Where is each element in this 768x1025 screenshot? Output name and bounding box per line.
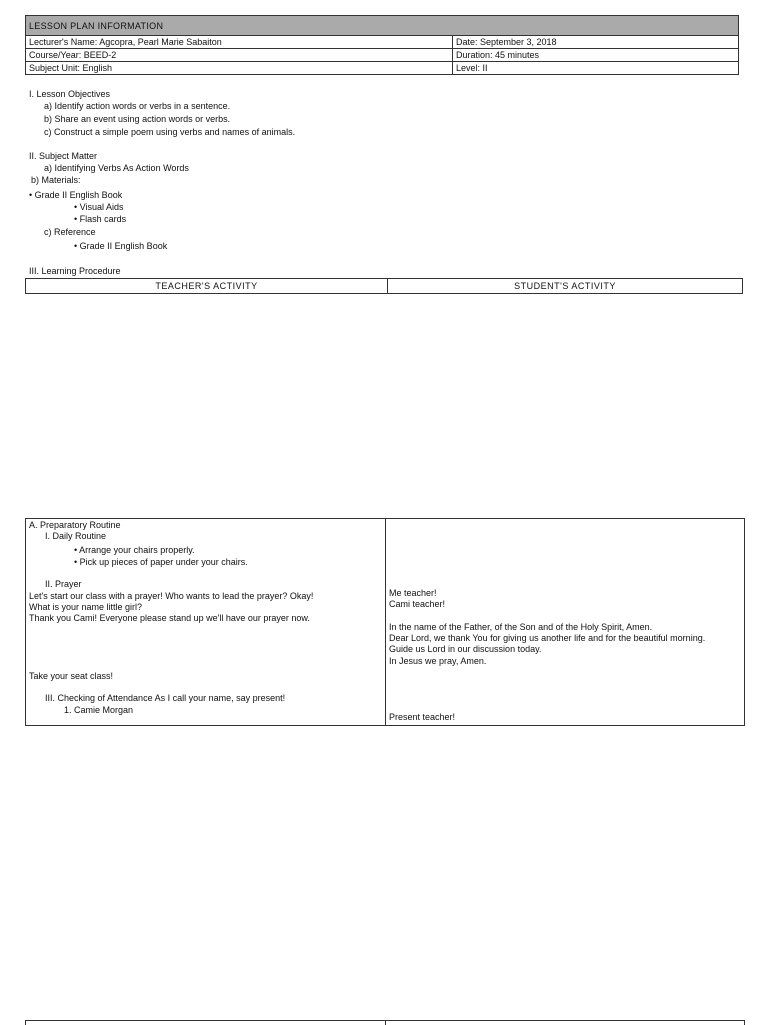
subject-matter-c: c) Reference — [44, 227, 96, 237]
subject-matter-title: II. Subject Matter — [29, 151, 98, 161]
subject-matter-b: b) Materials: — [31, 175, 81, 185]
teacher-line: • Pick up pieces of paper under your chairs. — [74, 557, 248, 567]
material-item: • Grade II English Book — [29, 190, 123, 200]
student-line: Dear Lord, we thank You for giving us another life and for the beautiful morning. — [389, 633, 706, 643]
lesson-plan-info-table — [25, 15, 739, 75]
teacher-activity-header: TEACHER'S ACTIVITY — [26, 279, 388, 294]
activity-header-table — [25, 278, 743, 294]
teacher-line: A. Preparatory Routine — [29, 520, 121, 530]
course-year: Course/Year: BEED-2 — [26, 49, 453, 62]
student-activity-header: STUDENT'S ACTIVITY — [388, 279, 743, 294]
objective-a: a) Identify action words or verbs in a sentence. — [44, 101, 231, 111]
teacher-line: Thank you Cami! Everyone please stand up we'll have our prayer now. — [29, 613, 310, 623]
material-item: • Visual Aids — [74, 202, 124, 212]
next-table-edge — [25, 1020, 745, 1025]
student-line: In Jesus we pray, Amen. — [389, 656, 487, 666]
objective-c: c) Construct a simple poem using verbs and names of animals. — [44, 127, 296, 137]
teacher-line: III. Checking of Attendance As I call your name, say present! — [45, 693, 286, 703]
teacher-line: • Arrange your chairs properly. — [74, 545, 195, 555]
teacher-line: 1. Camie Morgan — [64, 705, 134, 715]
objective-b: b) Share an event using action words or verbs. — [44, 114, 231, 124]
student-line: Me teacher! — [389, 588, 437, 598]
objectives-title: I. Lesson Objectives — [29, 89, 111, 99]
student-line: Present teacher! — [389, 712, 456, 722]
subject-matter-a: a) Identifying Verbs As Action Words — [44, 163, 189, 173]
student-line: Cami teacher! — [389, 599, 446, 609]
procedure-title: III. Learning Procedure — [29, 266, 121, 276]
lesson-date: Date: September 3, 2018 — [453, 36, 739, 49]
teacher-line: Take your seat class! — [29, 671, 114, 681]
teacher-line: II. Prayer — [45, 579, 82, 589]
info-header: LESSON PLAN INFORMATION — [26, 16, 739, 36]
student-line: In the name of the Father, of the Son and of the Holy Spirit, Amen. — [389, 622, 653, 632]
teacher-line: I. Daily Routine — [45, 531, 107, 541]
subject-unit: Subject Unit: English — [26, 62, 453, 75]
student-line: Guide us Lord in our discussion today. — [389, 644, 542, 654]
column-divider — [385, 519, 386, 725]
level: Level: II — [453, 62, 739, 75]
lecturer-name: Lecturer's Name: Agcopra, Pearl Marie Sabaiton — [26, 36, 453, 49]
material-item: • Flash cards — [74, 214, 127, 224]
teacher-line: What is your name little girl? — [29, 602, 143, 612]
duration: Duration: 45 minutes — [453, 49, 739, 62]
preparatory-routine-table — [25, 518, 745, 726]
teacher-line: Let's start our class with a prayer! Who wants to lead the prayer? Okay! — [29, 591, 314, 601]
column-divider — [385, 1021, 386, 1025]
reference-item: • Grade II English Book — [74, 241, 168, 251]
